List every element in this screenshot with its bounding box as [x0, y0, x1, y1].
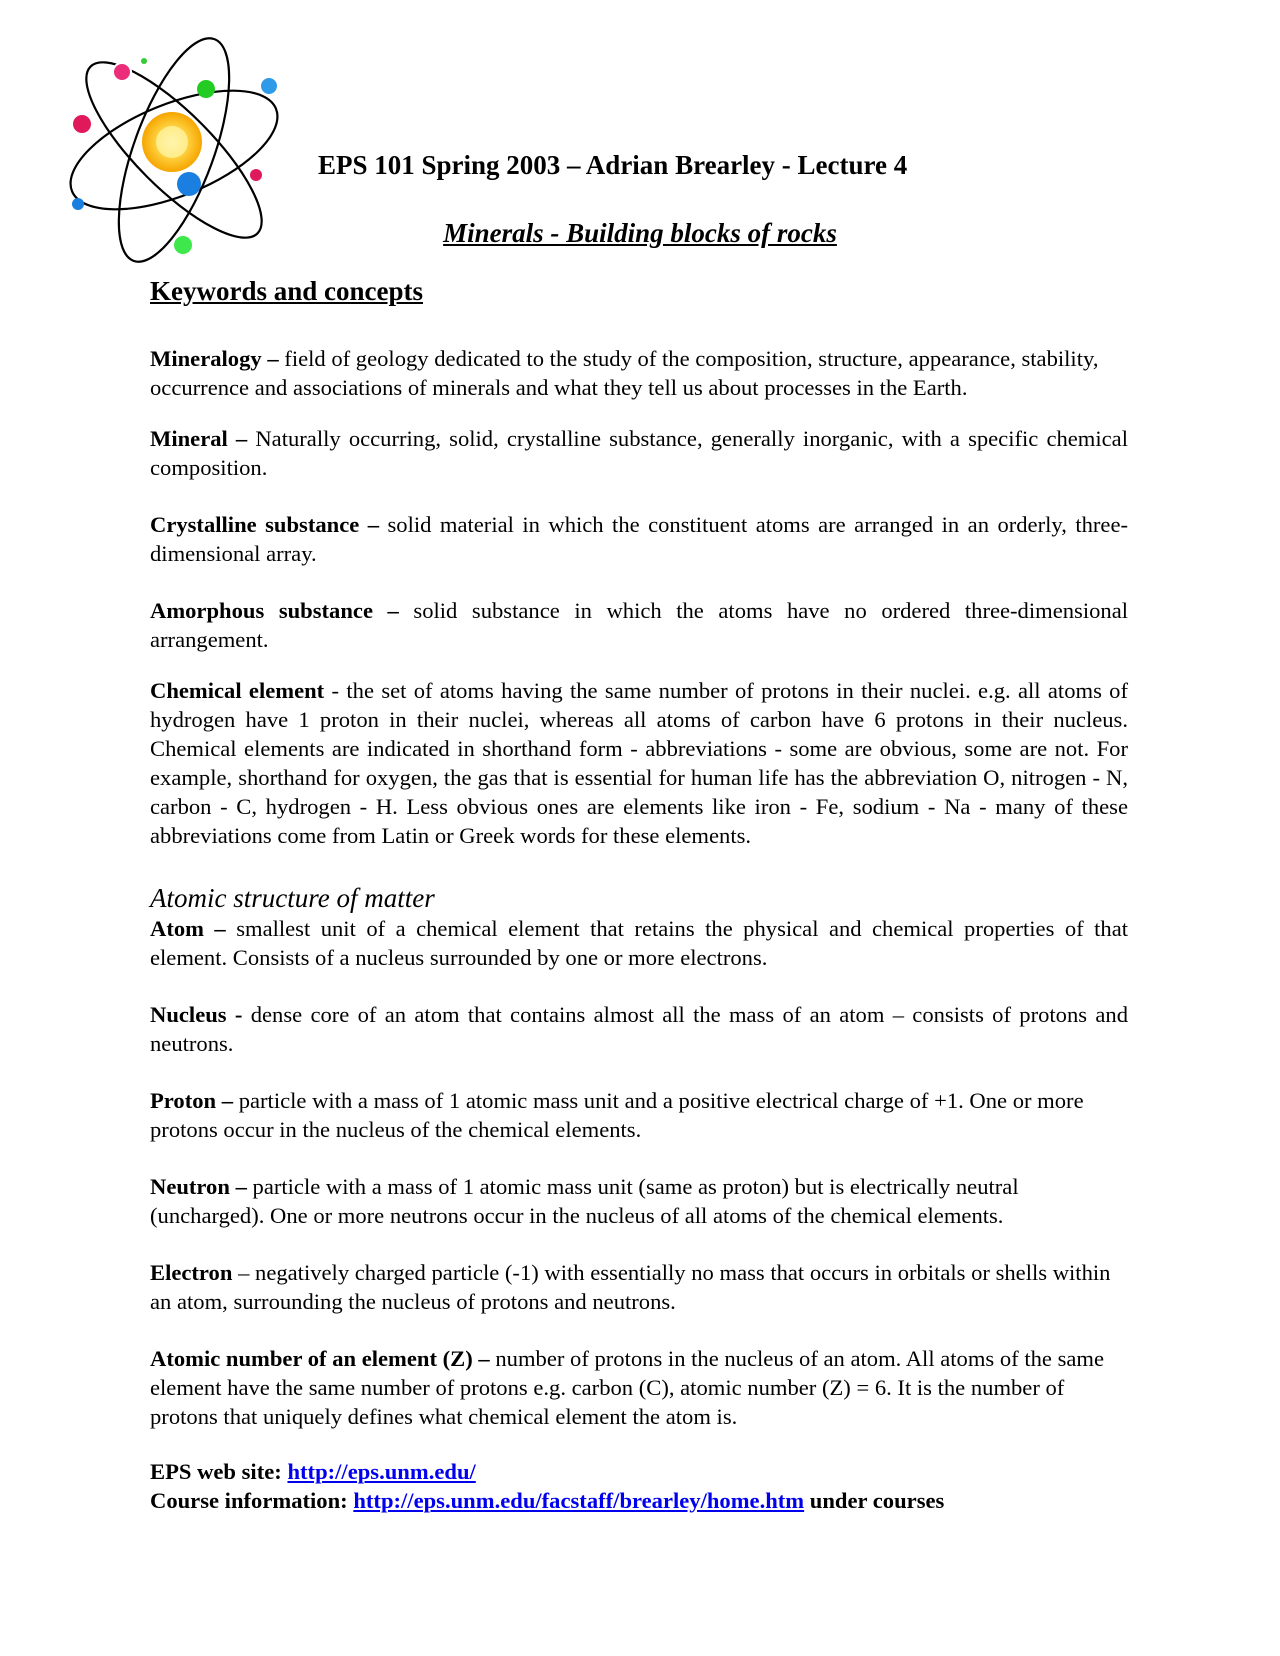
definition-text: smallest unit of a chemical element that retains the physical and chemical properties of that element. Consists of a nucleus surrounded by one or more electrons. [150, 916, 1129, 970]
definition-mineral [150, 424, 1128, 482]
definition-text: particle with a mass of 1 atomic mass unit (same as proton) but is electrically neutral (uncharged). One or more neutrons occur in the nucleus of all atoms of the chemical elements. [150, 1174, 1019, 1228]
definition-atom [150, 914, 1128, 972]
definition-neutron [150, 1172, 1128, 1230]
definition-text: Naturally occurring, solid, crystalline substance, generally inorganic, with a specific chemical composition. [150, 426, 1128, 480]
definition-atomic-number [150, 1344, 1128, 1431]
definition-term: Neutron – [150, 1174, 247, 1199]
definition-text: solid substance in which the atoms have no ordered three-dimensional arrangement. [150, 598, 1128, 652]
section-heading-keywords: Keywords and concepts [150, 276, 424, 306]
eps-web-site-link[interactable]: http://eps.unm.edu/ [287, 1459, 476, 1484]
course-info-label: Course information: [150, 1488, 354, 1513]
definition-nucleus [150, 1000, 1128, 1058]
document-body [150, 274, 1128, 1515]
definition-text: number of protons in the nucleus of an atom. All atoms of the same element have the same number of protons e.g. carbon (C), atomic number (Z) = 6. It is the number of protons that uniquely defines what chemical element the atom is. [150, 1346, 1105, 1429]
definition-term: Atom – [150, 916, 226, 941]
course-info-suffix: under courses [804, 1488, 945, 1513]
definition-term: Mineral – [150, 426, 248, 451]
eps-web-site-label: EPS web site: [150, 1459, 288, 1484]
definition-chemical-element [150, 676, 1128, 850]
definition-proton [150, 1086, 1128, 1144]
course-info-line [150, 1486, 1128, 1515]
section-heading-atomic-structure: Atomic structure of matter [150, 883, 435, 913]
definition-term: Chemical element [150, 678, 325, 703]
page-subtitle: Minerals - Building blocks of rocks [443, 218, 837, 248]
definition-electron [150, 1258, 1128, 1316]
definition-amorphous-substance [150, 596, 1128, 654]
eps-web-site-line [150, 1457, 1128, 1486]
definition-text: solid material in which the constituent atoms are arranged in an orderly, three-dimensional array. [150, 512, 1128, 566]
definition-term: Nucleus - [150, 1002, 243, 1027]
definition-crystalline-substance [150, 510, 1128, 568]
definition-term: Atomic number of an element (Z) – [150, 1346, 490, 1371]
definition-mineralogy [150, 344, 1128, 402]
definition-term: Mineralogy – [150, 346, 279, 371]
definition-text: particle with a mass of 1 atomic mass unit and a positive electrical charge of +1. One or more protons occur in the nucleus of the chemical elements. [150, 1088, 1084, 1142]
definition-text: - the set of atoms having the same number of protons in their nuclei. e.g. all atoms of hydrogen have 1 proton in their nuclei, whereas all atoms of carbon have 6 protons in their nucleus. Chemical elements are indicated in shorthand form - abbreviations - some are obvious, some are not. For example, shorthand for oxygen, the gas that is essential for human life has the abbreviation O, nitrogen - N, carbon - C, hydrogen - H. Less obvious ones are elements like iron - Fe, sodium - Na - many of these abbreviations come from Latin or Greek words for these elements. [150, 678, 1129, 848]
definition-term: Crystalline substance – [150, 512, 380, 537]
definition-text: field of geology dedicated to the study of the composition, structure, appearance, stability, occurrence and associations of minerals and what they tell us about processes in the Earth. [150, 346, 1099, 400]
definition-term: Proton – [150, 1088, 234, 1113]
page-title: EPS 101 Spring 2003 – Adrian Brearley - Lecture 4 [318, 150, 908, 180]
definition-term: Amorphous substance – [150, 598, 399, 623]
definition-text: dense core of an atom that contains almost all the mass of an atom – consists of protons and neutrons. [150, 1002, 1128, 1056]
definition-term: Electron [150, 1260, 233, 1285]
course-info-link[interactable]: http://eps.unm.edu/facstaff/brearley/home.htm [353, 1488, 805, 1513]
definition-text: – negatively charged particle (-1) with essentially no mass that occurs in orbitals or shells within an atom, surrounding the nucleus of protons and neutrons. [150, 1260, 1111, 1314]
